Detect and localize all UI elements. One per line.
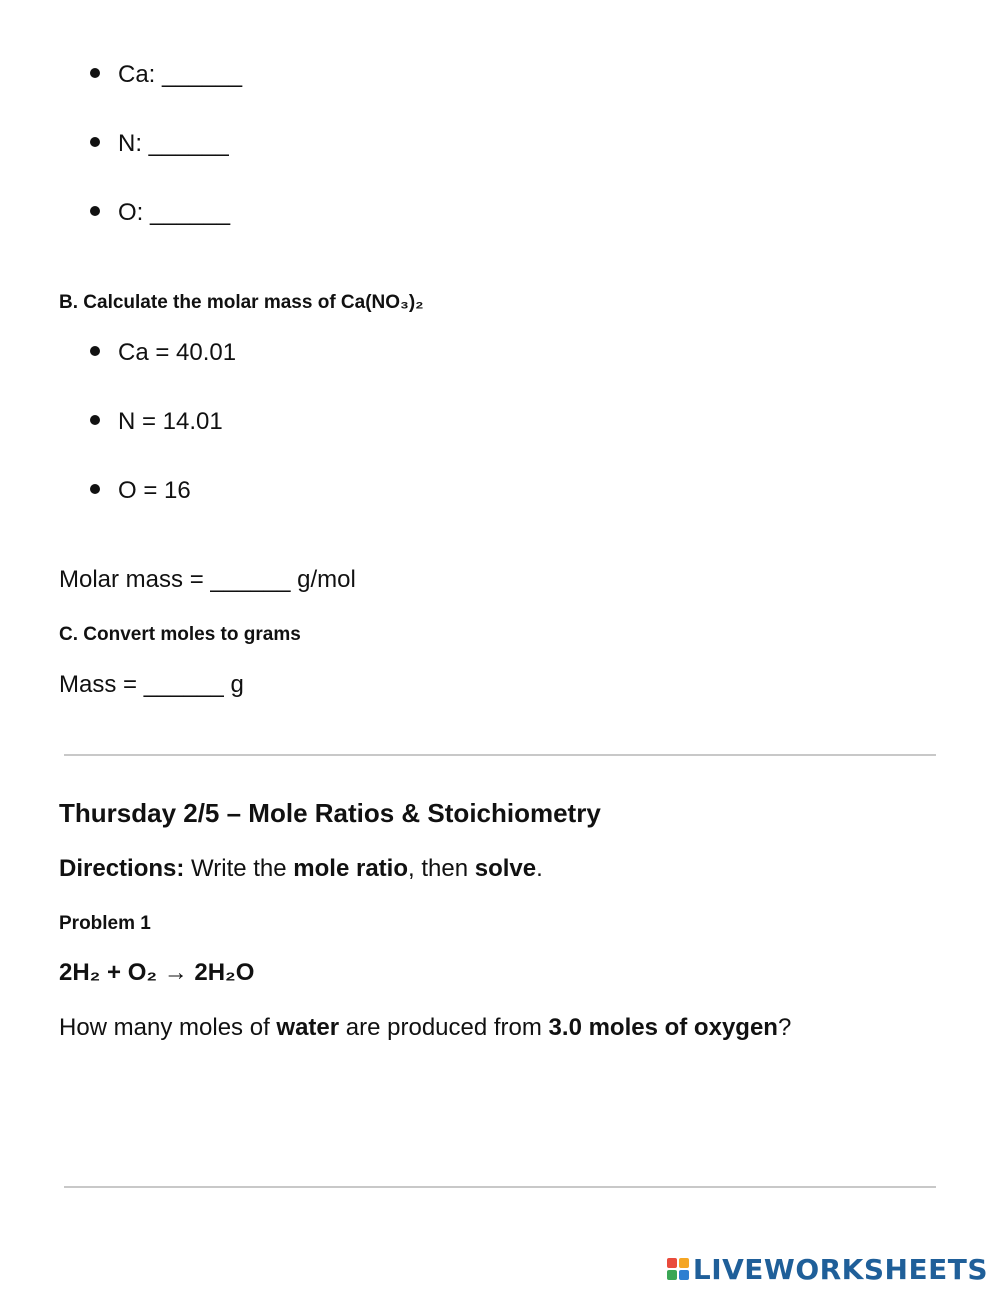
item-text: O = 16 [118, 477, 191, 504]
logo-mark-icon [667, 1258, 689, 1280]
list-item [90, 130, 229, 158]
logo-text: LIVEWORKSHEETS [692, 1252, 988, 1286]
list-item [90, 477, 191, 505]
section-b-heading: B. Calculate the molar mass of Ca(NO₃)₂ [59, 292, 424, 313]
mass-answer: Mass = ______ g [59, 671, 244, 698]
item-text: N: ______ [118, 130, 229, 157]
directions [59, 855, 543, 883]
divider [64, 754, 936, 756]
directions-text: , then [408, 855, 475, 882]
directions-label: Directions: [59, 855, 185, 882]
section-title: Thursday 2/5 – Mole Ratios & Stoichiometry [59, 798, 601, 828]
divider [64, 1186, 936, 1188]
item-text: O: ______ [118, 199, 231, 226]
logo-mark-tile [667, 1258, 677, 1268]
question-text: ? [777, 1014, 792, 1041]
item-text: N = 14.01 [118, 408, 223, 435]
bullet-icon [90, 68, 100, 78]
bullet-icon [90, 137, 100, 147]
directions-emphasis: mole ratio [293, 855, 408, 882]
list-item [90, 61, 242, 89]
logo-mark-tile [667, 1270, 677, 1280]
chemical-equation: 2H₂ + O₂ → 2H₂O [59, 959, 255, 986]
section-c-heading: C. Convert moles to grams [59, 624, 301, 645]
list-item [90, 199, 230, 227]
question-emphasis: water [276, 1014, 340, 1041]
list-item [90, 339, 236, 367]
logo-mark-tile [679, 1270, 689, 1280]
item-text: Ca = 40.01 [118, 339, 237, 366]
bullet-icon [90, 415, 100, 425]
directions-text: . [536, 855, 543, 882]
molar-mass-answer: Molar mass = ______ g/mol [59, 566, 356, 593]
liveworksheets-logo [667, 1252, 988, 1286]
bullet-icon [90, 346, 100, 356]
bullet-icon [90, 484, 100, 494]
question-emphasis: 3.0 moles of oxygen [548, 1014, 778, 1041]
list-item [90, 408, 223, 436]
directions-emphasis: solve [474, 855, 537, 882]
question-text: How many moles of [59, 1014, 277, 1041]
item-text: Ca: ______ [118, 61, 243, 88]
directions-text: Write the [184, 855, 294, 882]
logo-mark-tile [679, 1258, 689, 1268]
question-text: are produced from [339, 1014, 549, 1041]
problem-label: Problem 1 [59, 913, 151, 934]
question [59, 1014, 791, 1042]
bullet-icon [90, 206, 100, 216]
